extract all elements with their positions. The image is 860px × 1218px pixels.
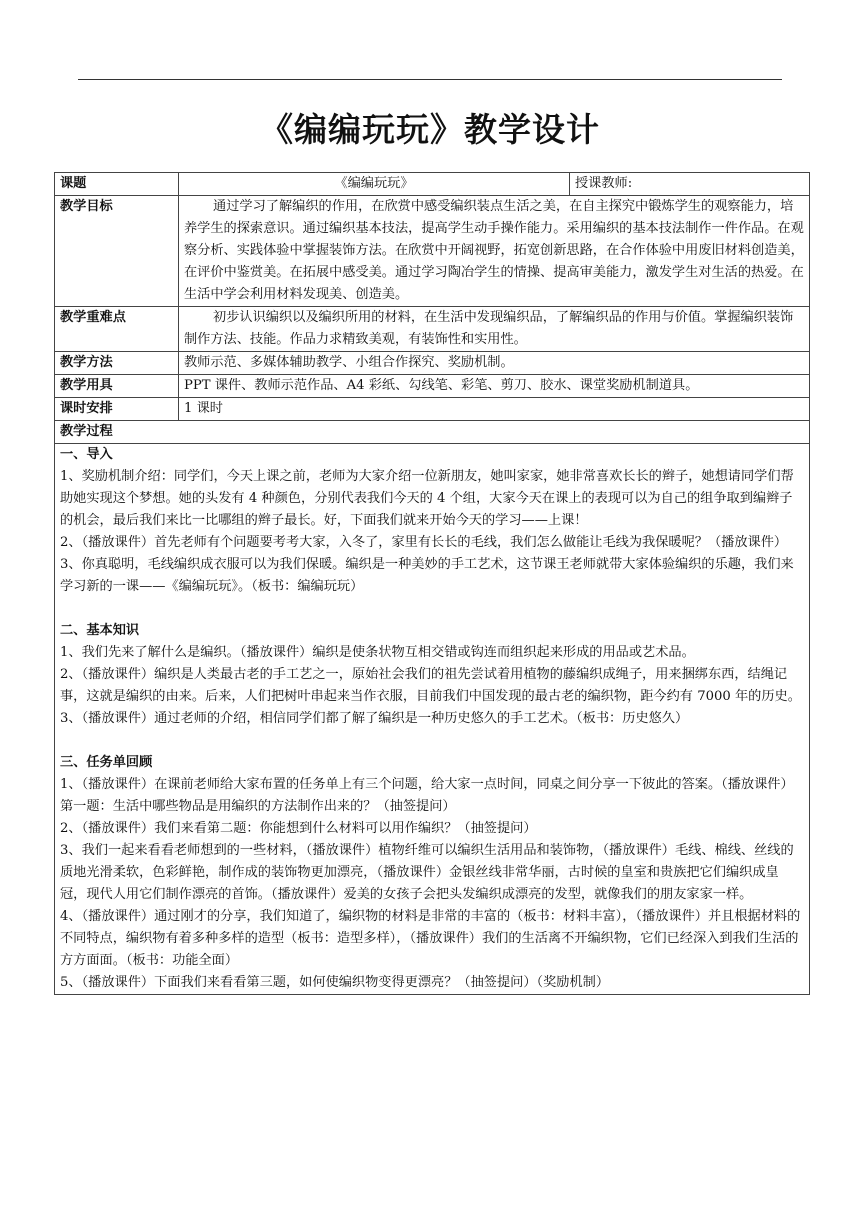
tools-label: 教学用具 (55, 375, 179, 398)
time-text: 1 课时 (179, 398, 810, 421)
row-key (55, 307, 810, 352)
row-process-header (55, 421, 810, 444)
section-3-para-5: 5、（播放课件）下面我们来看看第三题，如何使编织物变得更漂亮？（抽签提问）（奖励机制） (60, 975, 610, 990)
section-3-para-4: 4、（播放课件）通过刚才的分享，我们知道了，编织物的材料是非常的丰富的（板书：材料丰富），（播放课件）并且根据材料的不同特点，编织物有着多种多样的造型（板书：造型多样），（播放课件）我们的生活离不开编织物，它们已经深入到我们生活的方方面面。（板书：功能全面） (60, 909, 801, 968)
spacer (60, 730, 804, 752)
section-3-para-2: 2、（播放课件）我们来看第二题：你能想到什么材料可以用作编织？（抽签提问） (60, 821, 537, 836)
row-method (55, 352, 810, 375)
lesson-plan-table (54, 172, 810, 995)
course-value: 《编编玩玩》 (179, 173, 570, 196)
section-3-para-3: 3、我们一起来看看老师想到的一些材料，（播放课件）植物纤维可以编织生活用品和装饰物，（播放课件）毛线、棉线、丝线的质地光滑柔软，色彩鲜艳，制作成的装饰物更加漂亮，（播放课件）金银丝线非常华丽，古时候的皇室和贵族把它们编织成皇冠，现代人用它们制作漂亮的首饰。（播放课件）爱美的女孩子会把头发编织成漂亮的发型，就像我们的朋友家家一样。 (60, 843, 794, 902)
section-2-title: 二、基本知识 (60, 623, 140, 638)
section-2-para-3: 3、（播放课件）通过老师的介绍，相信同学们都了解了编织是一种历史悠久的手工艺术。（板书：历史悠久） (60, 711, 689, 726)
section-3-title: 三、任务单回顾 (60, 755, 153, 770)
tools-text: PPT 课件、教师示范作品、A4 彩纸、勾线笔、彩笔、剪刀、胶水、课堂奖励机制道具。 (179, 375, 810, 398)
row-process-body (55, 444, 810, 995)
process-body (55, 444, 810, 995)
row-course (55, 173, 810, 196)
key-label: 教学重难点 (55, 307, 179, 352)
document-title: 《编编玩玩》教学设计 (260, 110, 600, 149)
section-1-para-2: 2、（播放课件）首先老师有个问题要考考大家，入冬了，家里有长长的毛线，我们怎么做能让毛线为我保暖呢？（播放课件） (60, 535, 788, 550)
spacer (60, 598, 804, 620)
header-rule (78, 79, 782, 80)
row-time (55, 398, 810, 421)
section-2-para-2: 2、（播放课件）编织是人类最古老的手工艺之一，原始社会我们的祖先尝试着用植物的藤编织成绳子，用来捆绑东西，结绳记事，这就是编织的由来。后来，人们把树叶串起来当作衣服，目前我们中国发现的最古老的编织物，距今约有 7000 年的历史。 (60, 667, 801, 704)
section-1-para-3: 3、你真聪明，毛线编织成衣服可以为我们保暖。编织是一种美妙的手工艺术，这节课王老师就带大家体验编织的乐趣，我们来学习新的一课——《编编玩玩》。（板书：编编玩玩） (60, 557, 794, 594)
row-tools (55, 375, 810, 398)
goals-text: 通过学习了解编织的作用，在欣赏中感受编织装点生活之美，在自主探究中锻炼学生的观察能力，培养学生的探索意识。通过编织基本技法，提高学生动手操作能力。采用编织的基本技法制作一件作品。在观察分析、实践体验中掌握装饰方法。在欣赏中开阔视野，拓宽创新思路，在合作体验中用废旧材料创造美，在评价中鉴赏美。在拓展中感受美。通过学习陶冶学生的情操、提高审美能力，激发学生对生活的热爱。在生活中学会利用材料发现美、创造美。 (184, 199, 804, 302)
row-goals (55, 196, 810, 307)
method-text: 教师示范、多媒体辅助教学、小组合作探究、奖励机制。 (179, 352, 810, 375)
key-text: 初步认识编织以及编织所用的材料，在生活中发现编织品，了解编织品的作用与价值。掌握编织装饰制作方法、技能。作品力求精致美观，有装饰性和实用性。 (184, 310, 794, 347)
section-1-title: 一、导入 (60, 447, 113, 462)
time-label: 课时安排 (55, 398, 179, 421)
goals-cell (179, 196, 810, 307)
goals-label: 教学目标 (55, 196, 179, 307)
section-2-para-1: 1、我们先来了解什么是编织。（播放课件）编织是使条状物互相交错或钩连而组织起来形成的用品或艺术品。 (60, 645, 695, 660)
section-3-para-1: 1、（播放课件）在课前老师给大家布置的任务单上有三个问题，给大家一点时间，同桌之间分享一下彼此的答案。（播放课件）第一题：生活中哪些物品是用编织的方法制作出来的？（抽签提问） (60, 777, 794, 814)
teacher-label: 授课教师: (570, 173, 810, 196)
key-cell (179, 307, 810, 352)
process-label: 教学过程 (55, 421, 810, 444)
course-label: 课题 (55, 173, 179, 196)
section-1-para-1: 1、奖励机制介绍：同学们，今天上课之前，老师为大家介绍一位新朋友，她叫家家，她非常喜欢长长的辫子，她想请同学们帮助她实现这个梦想。她的头发有 4 种颜色，分别代表我们今天的 4 个组，大家今天在课上的表现可以为自己的组争取到编辫子的机会，最后我们来比一比哪组的辫子最长。好，下面我们就来开始今天的学习——上课！ (60, 469, 794, 528)
method-label: 教学方法 (55, 352, 179, 375)
